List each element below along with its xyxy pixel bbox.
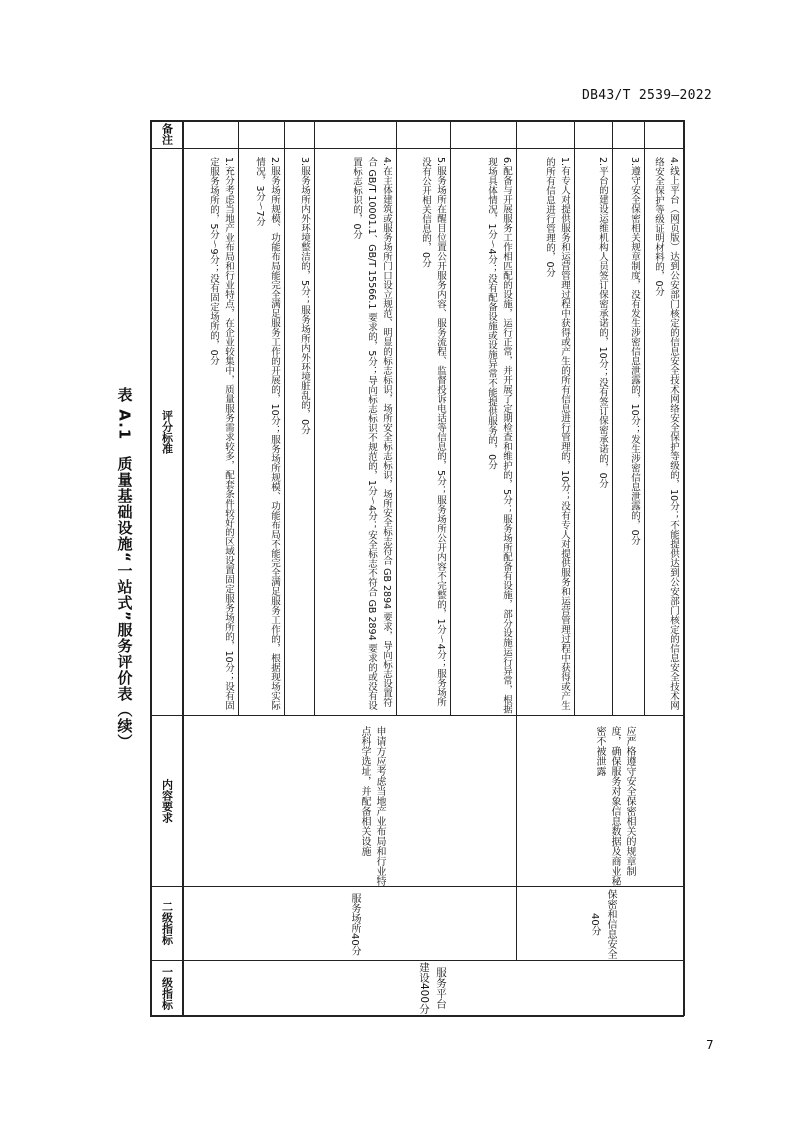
criteria-item: 4.线上平台（网页版）达到公安部门核定的信息安全技术网络安全保护等级的，10分；不能提供达到公安部门核定的信息安全技术网络安全保护等级证明材料的，0分: [653, 157, 679, 711]
caption-title: 质量基础设施“一站式”服务评价表（续）: [115, 455, 134, 750]
caption-number: 表 A.1: [115, 386, 134, 440]
evaluation-table: [150, 120, 684, 1016]
criteria-item: 4.在主体建筑或服务场所门口设立规范、明显的标志标识，场所安全标志标识，场所安全标志符合 GB 2894 要求，导向标志设置符合 GB/T 10001.1、GB/T 15566.1 要求的，5分；导向标志标识不规范的，1分～4分；安全标志不符合 GB 2894 要求的或没有设置标志标识的，0分: [351, 157, 392, 711]
table-border-top: [150, 120, 684, 122]
criteria-item: 2.平台的建设运维机构人员签订保密承诺的，10分；没有签订保密承诺的，0分: [597, 157, 608, 489]
criteria-item: 2.服务场所规模、功能布局能完全满足服务工作的开展的，10分；服务场所规模、功能布局不能完全满足服务工作的，根据现场实际情况，3分～7分: [254, 157, 280, 711]
level2-service-venue: 服务场所40分: [349, 892, 360, 956]
header-content: 内容要求: [160, 778, 174, 823]
rule-level2: [150, 960, 684, 961]
criteria-item: 1.充分考虑当地产业布局和行业特点，在企业较集中，质量服务需求较多，配套条件较好的区域设置固定服务场所的，10分；设有固定服务场所的，5分～9分；没有固定场所的，0分: [208, 157, 234, 711]
criteria-item: 1.有专人对提供服务和运营管理过程中获得或产生的所有信息进行管理的，10分；没有专人对提供服务和运营管理过程中获得或产生的所有信息进行管理的，0分: [544, 157, 570, 711]
content-requirement: 应严格遵守安全保密相关的规章制度，确保服务对象信息数据及商业秘密不被泄露: [594, 726, 635, 886]
table-caption: [112, 120, 138, 1016]
level2-confidentiality: 保密和信息安全40分: [589, 889, 616, 959]
document-code: DB43/T 2539—2022: [581, 88, 712, 103]
rule-content: [150, 886, 684, 887]
criteria-item: 6.配备与开展服务工作相匹配的设施，运行正常，并开展了定期检查和维护的，5分；服务场所配备有设施，部分设施运行异常，根据现场具体情况，1分～4分；没有配备设施或设施异常不能提供服务的，0分: [486, 157, 512, 714]
header-criteria: 评分标准: [160, 409, 174, 454]
criteria-item: 3.服务场所内外环境整洁的，5分；服务场所内外环境脏乱的，0分: [299, 157, 310, 435]
level1-indicator: 服务平台建设400分: [418, 962, 447, 1014]
table-border-right: [683, 120, 685, 1016]
page-number: 7: [706, 1038, 714, 1052]
content-requirement: 申请方应考虑当地产业布局和行业特点科学选址，并配备相关设施: [359, 726, 385, 886]
header-remark: 备注: [160, 123, 174, 145]
header-level1: 一级指标: [160, 965, 174, 1010]
table-border-bottom: [150, 1015, 684, 1017]
criteria-item: 5.服务场所在醒目位置公开服务内容、服务流程、监督投诉电话等信息的，5分；服务场所公开内容不完整的，1分～4分；服务场所没有公开相关信息的，0分: [420, 157, 446, 707]
criteria-item: 3.遵守安全保密相关规章制度，没有发生涉密信息泄露的，10分；发生涉密信息泄露的，0分: [629, 157, 640, 546]
header-level2: 二级指标: [160, 901, 174, 945]
